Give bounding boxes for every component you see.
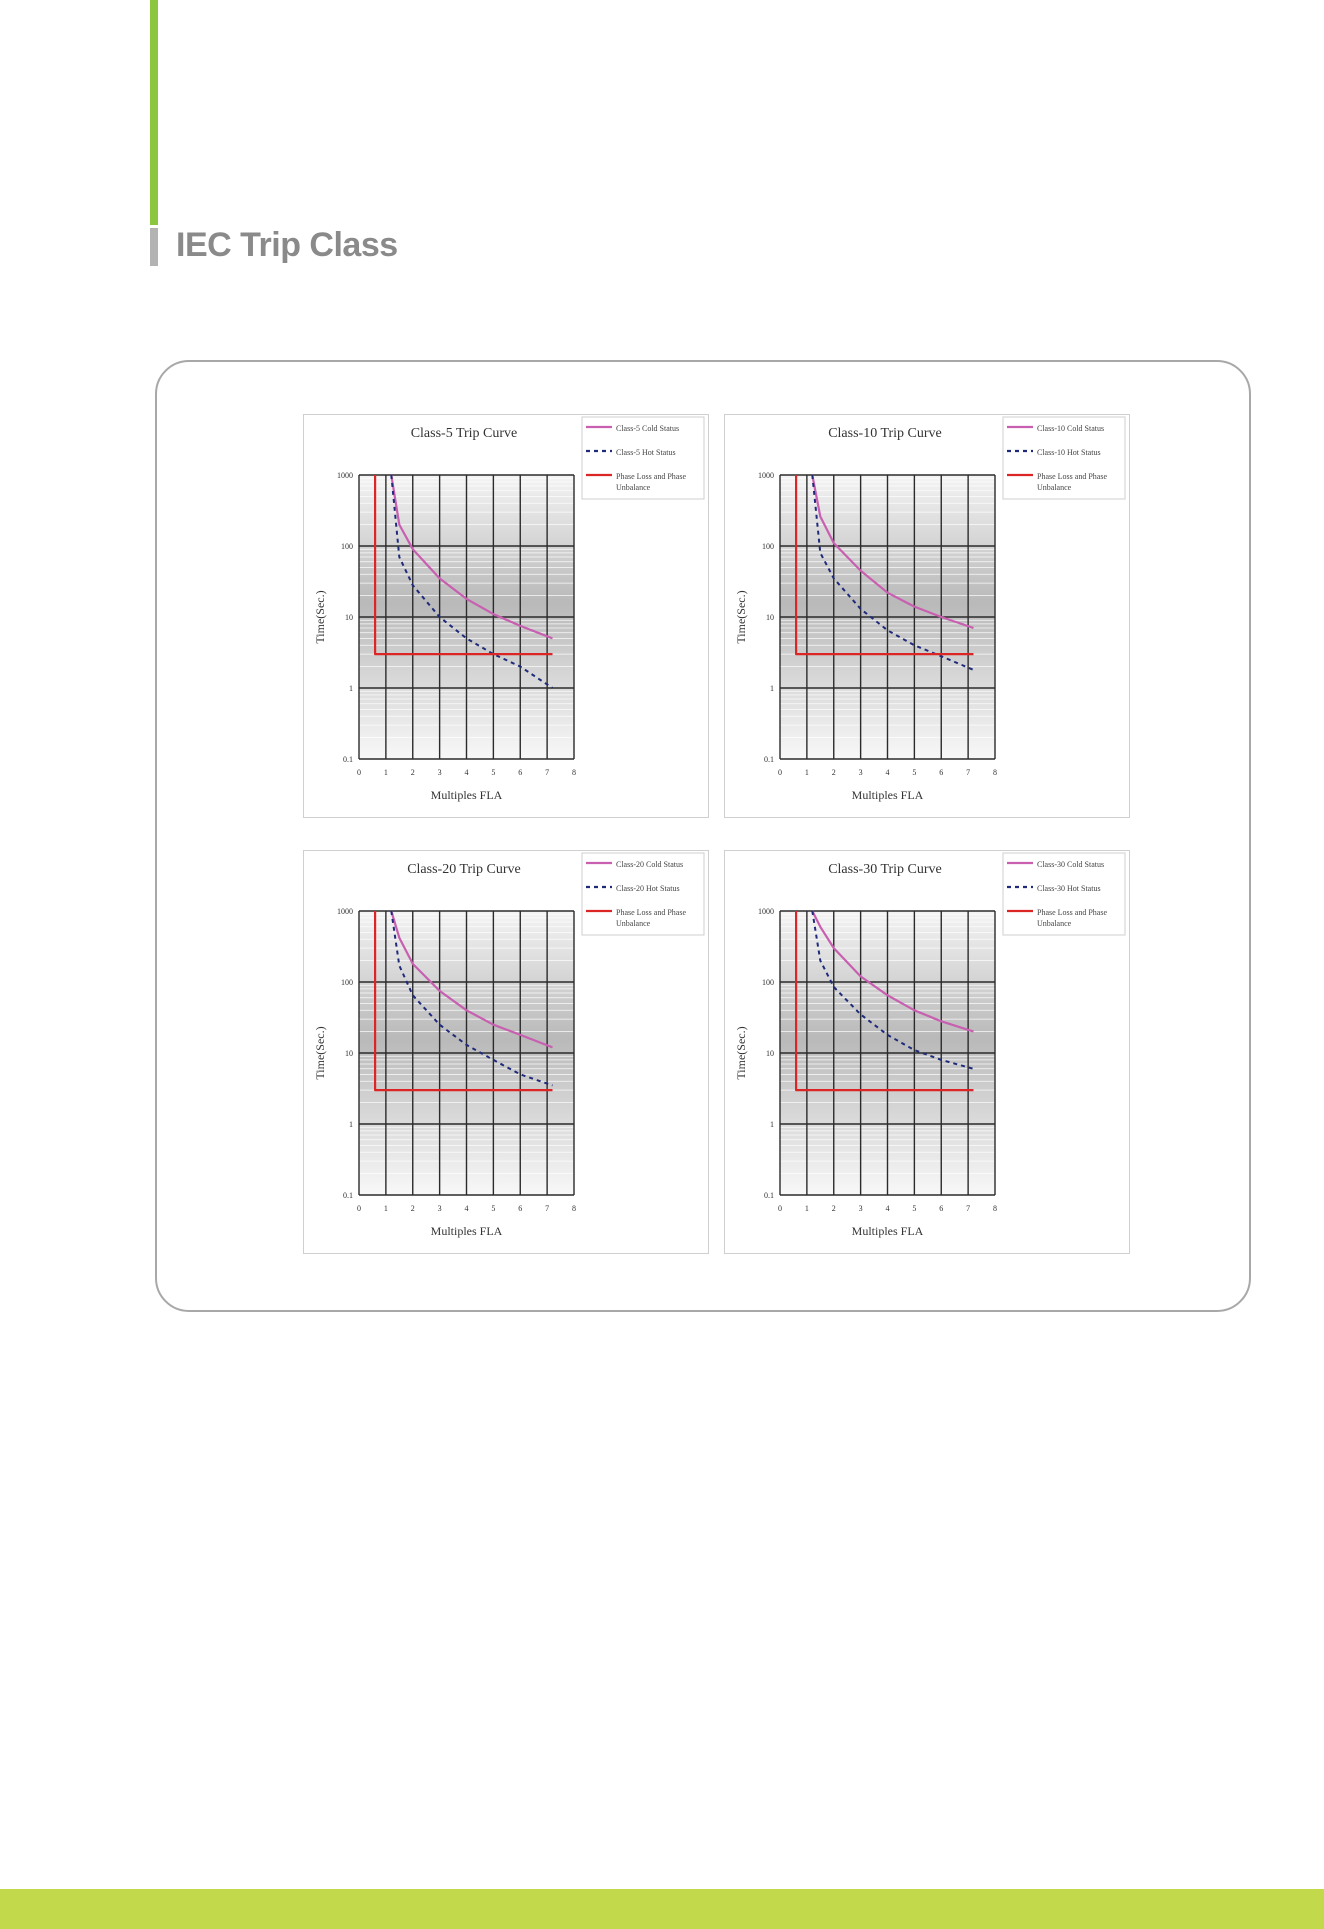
legend-label: Phase Loss and Phase Unbalance xyxy=(1037,472,1107,492)
x-tick-label: 2 xyxy=(410,1204,415,1213)
x-tick-label: 8 xyxy=(993,1204,997,1213)
y-tick-label: 1000 xyxy=(337,471,353,480)
accent-bar-green xyxy=(150,0,158,225)
legend-label: Class-20 Hot Status xyxy=(616,884,680,893)
x-tick-label: 0 xyxy=(778,1204,782,1213)
legend-label: Phase Loss and Phase Unbalance xyxy=(616,908,686,928)
x-tick-label: 3 xyxy=(858,768,863,777)
x-axis-label: Multiples FLA xyxy=(851,788,924,802)
chart-title: Class-30 Trip Curve xyxy=(828,862,942,877)
legend-label: Class-5 Hot Status xyxy=(616,448,676,457)
legend-label: Phase Loss and Phase Unbalance xyxy=(616,472,686,492)
x-tick-label: 5 xyxy=(491,768,496,777)
y-tick-label: 10 xyxy=(345,613,353,622)
y-tick-label: 100 xyxy=(762,978,774,987)
x-tick-label: 3 xyxy=(437,1204,442,1213)
legend-label: Phase Loss and Phase Unbalance xyxy=(1037,908,1107,928)
x-tick-label: 3 xyxy=(858,1204,863,1213)
x-tick-label: 7 xyxy=(966,1204,971,1213)
chart-svg xyxy=(304,415,710,819)
x-tick-label: 5 xyxy=(912,1204,917,1213)
legend-label: Class-10 Hot Status xyxy=(1037,448,1101,457)
chart-class-20 xyxy=(303,850,709,1254)
x-tick-label: 2 xyxy=(831,768,836,777)
x-tick-label: 4 xyxy=(464,768,469,777)
chart-svg xyxy=(725,415,1131,819)
x-tick-label: 8 xyxy=(993,768,997,777)
y-axis-label: Time(Sec.) xyxy=(734,590,748,644)
x-tick-label: 8 xyxy=(572,1204,576,1213)
x-tick-label: 4 xyxy=(885,1204,890,1213)
x-tick-label: 0 xyxy=(357,1204,361,1213)
x-tick-label: 6 xyxy=(518,768,523,777)
chart-title: Class-20 Trip Curve xyxy=(407,862,521,877)
y-tick-label: 1 xyxy=(770,1120,774,1129)
y-tick-label: 0.1 xyxy=(764,755,774,764)
section-title: IEC Trip Class xyxy=(176,226,398,264)
chart-title: Class-10 Trip Curve xyxy=(828,426,942,441)
legend-label: Class-20 Cold Status xyxy=(616,860,684,869)
chart-svg xyxy=(304,851,710,1255)
x-tick-label: 6 xyxy=(939,768,944,777)
x-tick-label: 1 xyxy=(383,768,388,777)
x-tick-label: 1 xyxy=(383,1204,388,1213)
chart-title: Class-5 Trip Curve xyxy=(410,426,518,441)
legend-label: Class-10 Cold Status xyxy=(1037,424,1105,433)
y-axis-label: Time(Sec.) xyxy=(313,1026,327,1080)
x-tick-label: 7 xyxy=(545,768,550,777)
x-axis-label: Multiples FLA xyxy=(430,788,503,802)
x-tick-label: 5 xyxy=(912,768,917,777)
x-tick-label: 5 xyxy=(491,1204,496,1213)
x-tick-label: 2 xyxy=(410,768,415,777)
y-tick-label: 1000 xyxy=(337,907,353,916)
chart-class-10 xyxy=(724,414,1130,818)
x-tick-label: 1 xyxy=(804,768,809,777)
y-tick-label: 100 xyxy=(341,978,353,987)
y-tick-label: 1 xyxy=(770,684,774,693)
chart-class-30 xyxy=(724,850,1130,1254)
y-axis-label: Time(Sec.) xyxy=(313,590,327,644)
y-tick-label: 1000 xyxy=(758,907,774,916)
x-tick-label: 7 xyxy=(966,768,971,777)
legend-label: Class-5 Cold Status xyxy=(616,424,680,433)
x-tick-label: 6 xyxy=(518,1204,523,1213)
y-tick-label: 100 xyxy=(341,542,353,551)
y-tick-label: 1 xyxy=(349,1120,353,1129)
y-tick-label: 0.1 xyxy=(764,1191,774,1200)
y-tick-label: 10 xyxy=(345,1049,353,1058)
x-axis-label: Multiples FLA xyxy=(851,1224,924,1238)
x-tick-label: 2 xyxy=(831,1204,836,1213)
y-tick-label: 0.1 xyxy=(343,755,353,764)
x-tick-label: 1 xyxy=(804,1204,809,1213)
y-tick-label: 1 xyxy=(349,684,353,693)
legend-label: Class-30 Hot Status xyxy=(1037,884,1101,893)
x-tick-label: 3 xyxy=(437,768,442,777)
x-tick-label: 4 xyxy=(885,768,890,777)
title-marker xyxy=(150,228,158,266)
x-tick-label: 0 xyxy=(778,768,782,777)
y-tick-label: 0.1 xyxy=(343,1191,353,1200)
y-tick-label: 1000 xyxy=(758,471,774,480)
y-tick-label: 100 xyxy=(762,542,774,551)
y-axis-label: Time(Sec.) xyxy=(734,1026,748,1080)
x-tick-label: 4 xyxy=(464,1204,469,1213)
chart-svg xyxy=(725,851,1131,1255)
legend-label: Class-30 Cold Status xyxy=(1037,860,1105,869)
x-tick-label: 8 xyxy=(572,768,576,777)
x-tick-label: 0 xyxy=(357,768,361,777)
footer-bar xyxy=(0,1889,1324,1929)
y-tick-label: 10 xyxy=(766,613,774,622)
chart-class-5 xyxy=(303,414,709,818)
x-axis-label: Multiples FLA xyxy=(430,1224,503,1238)
x-tick-label: 6 xyxy=(939,1204,944,1213)
y-tick-label: 10 xyxy=(766,1049,774,1058)
x-tick-label: 7 xyxy=(545,1204,550,1213)
